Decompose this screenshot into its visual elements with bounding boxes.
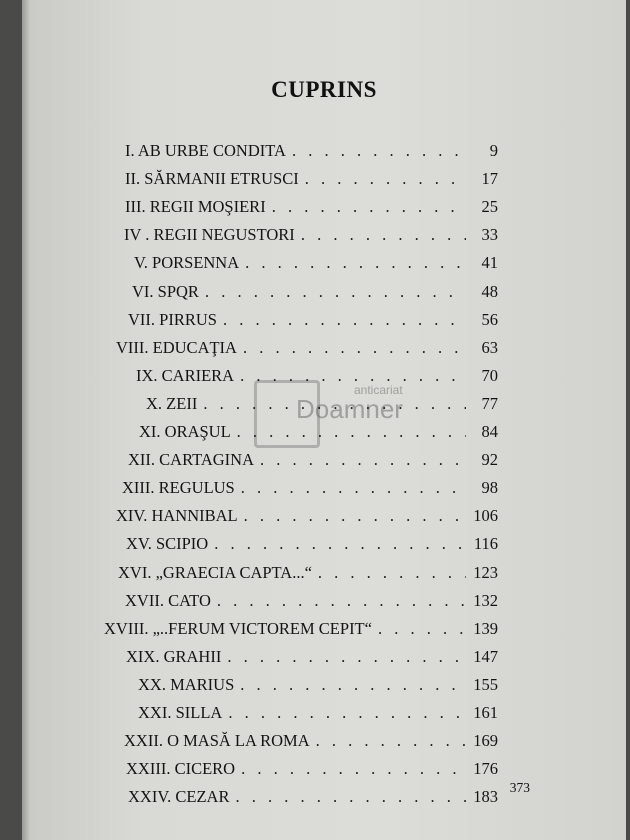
toc-entry-label: XXIII. CICERO xyxy=(126,759,236,779)
toc-leader-dots xyxy=(272,197,466,217)
toc-entry xyxy=(125,591,498,617)
toc-entry xyxy=(132,282,498,308)
toc-leader-dots xyxy=(237,422,466,442)
toc-entry-label: XVIII. „..FERUM VICTOREM CEPIT“ xyxy=(104,618,372,638)
toc-entry xyxy=(122,478,498,504)
toc-entry xyxy=(134,253,498,279)
toc-entry-page: 155 xyxy=(473,674,498,694)
toc-entry xyxy=(116,506,498,532)
toc-entry xyxy=(136,366,498,392)
toc-entry-label: XXII. O MASĂ LA ROMA xyxy=(124,731,310,751)
page-title: CUPRINS xyxy=(271,77,377,102)
toc-entry xyxy=(138,675,498,701)
toc-entry-label: VIII. EDUCAŢIA xyxy=(116,337,237,357)
toc-leader-dots xyxy=(214,534,466,554)
toc-leader-dots xyxy=(240,366,466,386)
page-edge xyxy=(22,0,30,840)
toc-entry-label: XVI. „GRAECIA CAPTA...“ xyxy=(118,562,312,582)
toc-entry-label: XX. MARIUS xyxy=(138,674,235,694)
toc-entry-label: XIII. REGULUS xyxy=(122,478,235,498)
toc-leader-dots xyxy=(227,647,466,667)
toc-entry-page: 17 xyxy=(481,169,498,189)
toc-entry-label: X. ZEII xyxy=(146,393,198,413)
toc-entry-page: 56 xyxy=(481,309,498,329)
toc-leader-dots xyxy=(301,225,466,245)
toc-entry-label: XIV. HANNIBAL xyxy=(116,506,238,526)
toc-entry-label: I. AB URBE CONDITA xyxy=(125,141,286,160)
watermark-big-text: Doamner xyxy=(296,394,403,424)
toc-leader-dots xyxy=(240,675,466,695)
toc-entry-page: 33 xyxy=(481,225,498,245)
toc-entry xyxy=(104,619,498,645)
toc-leader-dots xyxy=(235,787,466,807)
toc-entry-label: IV . REGII NEGUSTORI xyxy=(124,225,295,245)
toc-entry xyxy=(126,534,498,560)
toc-entry xyxy=(125,197,498,223)
toc-entry-page: 169 xyxy=(473,731,498,751)
toc-entry xyxy=(124,225,498,251)
toc-entry-page: 25 xyxy=(481,197,498,217)
toc-leader-dots xyxy=(241,759,466,779)
toc-leader-dots xyxy=(223,310,466,330)
toc-entry-page: 176 xyxy=(473,759,498,779)
toc-leader-dots xyxy=(205,282,466,302)
toc-entry xyxy=(125,141,498,167)
watermark-small-text: anticariat xyxy=(354,383,403,397)
toc-entry xyxy=(126,647,498,673)
toc-entry xyxy=(128,787,498,813)
toc-entry-page: 84 xyxy=(481,422,498,441)
toc-leader-dots xyxy=(203,394,466,414)
toc-leader-dots xyxy=(305,169,466,189)
toc-entry xyxy=(118,563,498,589)
toc-entry-label: XVII. CATO xyxy=(125,590,211,610)
toc-entry-label: XIX. GRAHII xyxy=(126,646,222,666)
toc-leader-dots xyxy=(316,731,466,751)
toc-entry-label: II. SĂRMANII ETRUSCI xyxy=(125,169,299,189)
toc-entry-page: 139 xyxy=(473,618,498,638)
page-number: 373 xyxy=(509,780,530,795)
toc-entry xyxy=(146,394,498,420)
toc-leader-dots xyxy=(318,563,466,583)
toc-entry-page: 132 xyxy=(473,590,498,610)
toc-entry-page: 63 xyxy=(481,337,498,357)
toc-leader-dots xyxy=(260,450,466,470)
toc-entry-page: 70 xyxy=(481,365,498,385)
book-page xyxy=(22,0,626,840)
toc-entry xyxy=(125,169,498,195)
toc-leader-dots xyxy=(378,619,466,639)
toc-entry-page: 183 xyxy=(473,787,498,807)
toc-entry xyxy=(128,310,498,336)
toc-entry xyxy=(126,759,498,785)
toc-entry-page: 123 xyxy=(473,562,498,582)
toc-entry xyxy=(124,731,498,757)
toc-leader-dots xyxy=(228,703,466,723)
toc-entry xyxy=(128,450,498,476)
toc-entry-page: 116 xyxy=(473,534,498,554)
toc-entry-label: XXI. SILLA xyxy=(138,703,223,722)
toc-entry-page: 98 xyxy=(481,478,498,498)
toc-leader-dots xyxy=(244,506,466,526)
toc-entry-label: XV. SCIPIO xyxy=(126,534,209,554)
toc-leader-dots xyxy=(245,253,466,273)
toc-entry-label: XII. CARTAGINA xyxy=(128,450,255,470)
toc-entry xyxy=(139,422,498,448)
toc-entry-page: 77 xyxy=(481,393,498,413)
toc-entry-page: 161 xyxy=(473,703,498,722)
toc-entry-label: XI. ORAŞUL xyxy=(139,422,231,441)
toc-entry xyxy=(138,703,498,729)
toc-leader-dots xyxy=(217,591,466,611)
toc-entry-page: 48 xyxy=(481,281,498,301)
toc-leader-dots xyxy=(241,478,466,498)
toc-leader-dots xyxy=(243,338,466,358)
toc-entry-page: 106 xyxy=(473,506,498,526)
toc-leader-dots xyxy=(292,141,466,161)
toc-entry-page: 41 xyxy=(481,253,498,273)
toc-entry-label: III. REGII MOŞIERI xyxy=(125,197,266,217)
toc-entry-label: IX. CARIERA xyxy=(136,365,235,385)
toc-entry xyxy=(116,338,498,364)
toc-entry-label: VII. PIRRUS xyxy=(128,309,217,329)
toc-entry-page: 9 xyxy=(489,141,498,160)
toc-entry-label: XXIV. CEZAR xyxy=(128,787,230,807)
toc-entry-label: V. PORSENNA xyxy=(134,253,240,273)
toc-entry-page: 147 xyxy=(473,646,498,666)
toc-entry-label: VI. SPQR xyxy=(132,281,199,301)
toc-entry-page: 92 xyxy=(481,450,498,470)
